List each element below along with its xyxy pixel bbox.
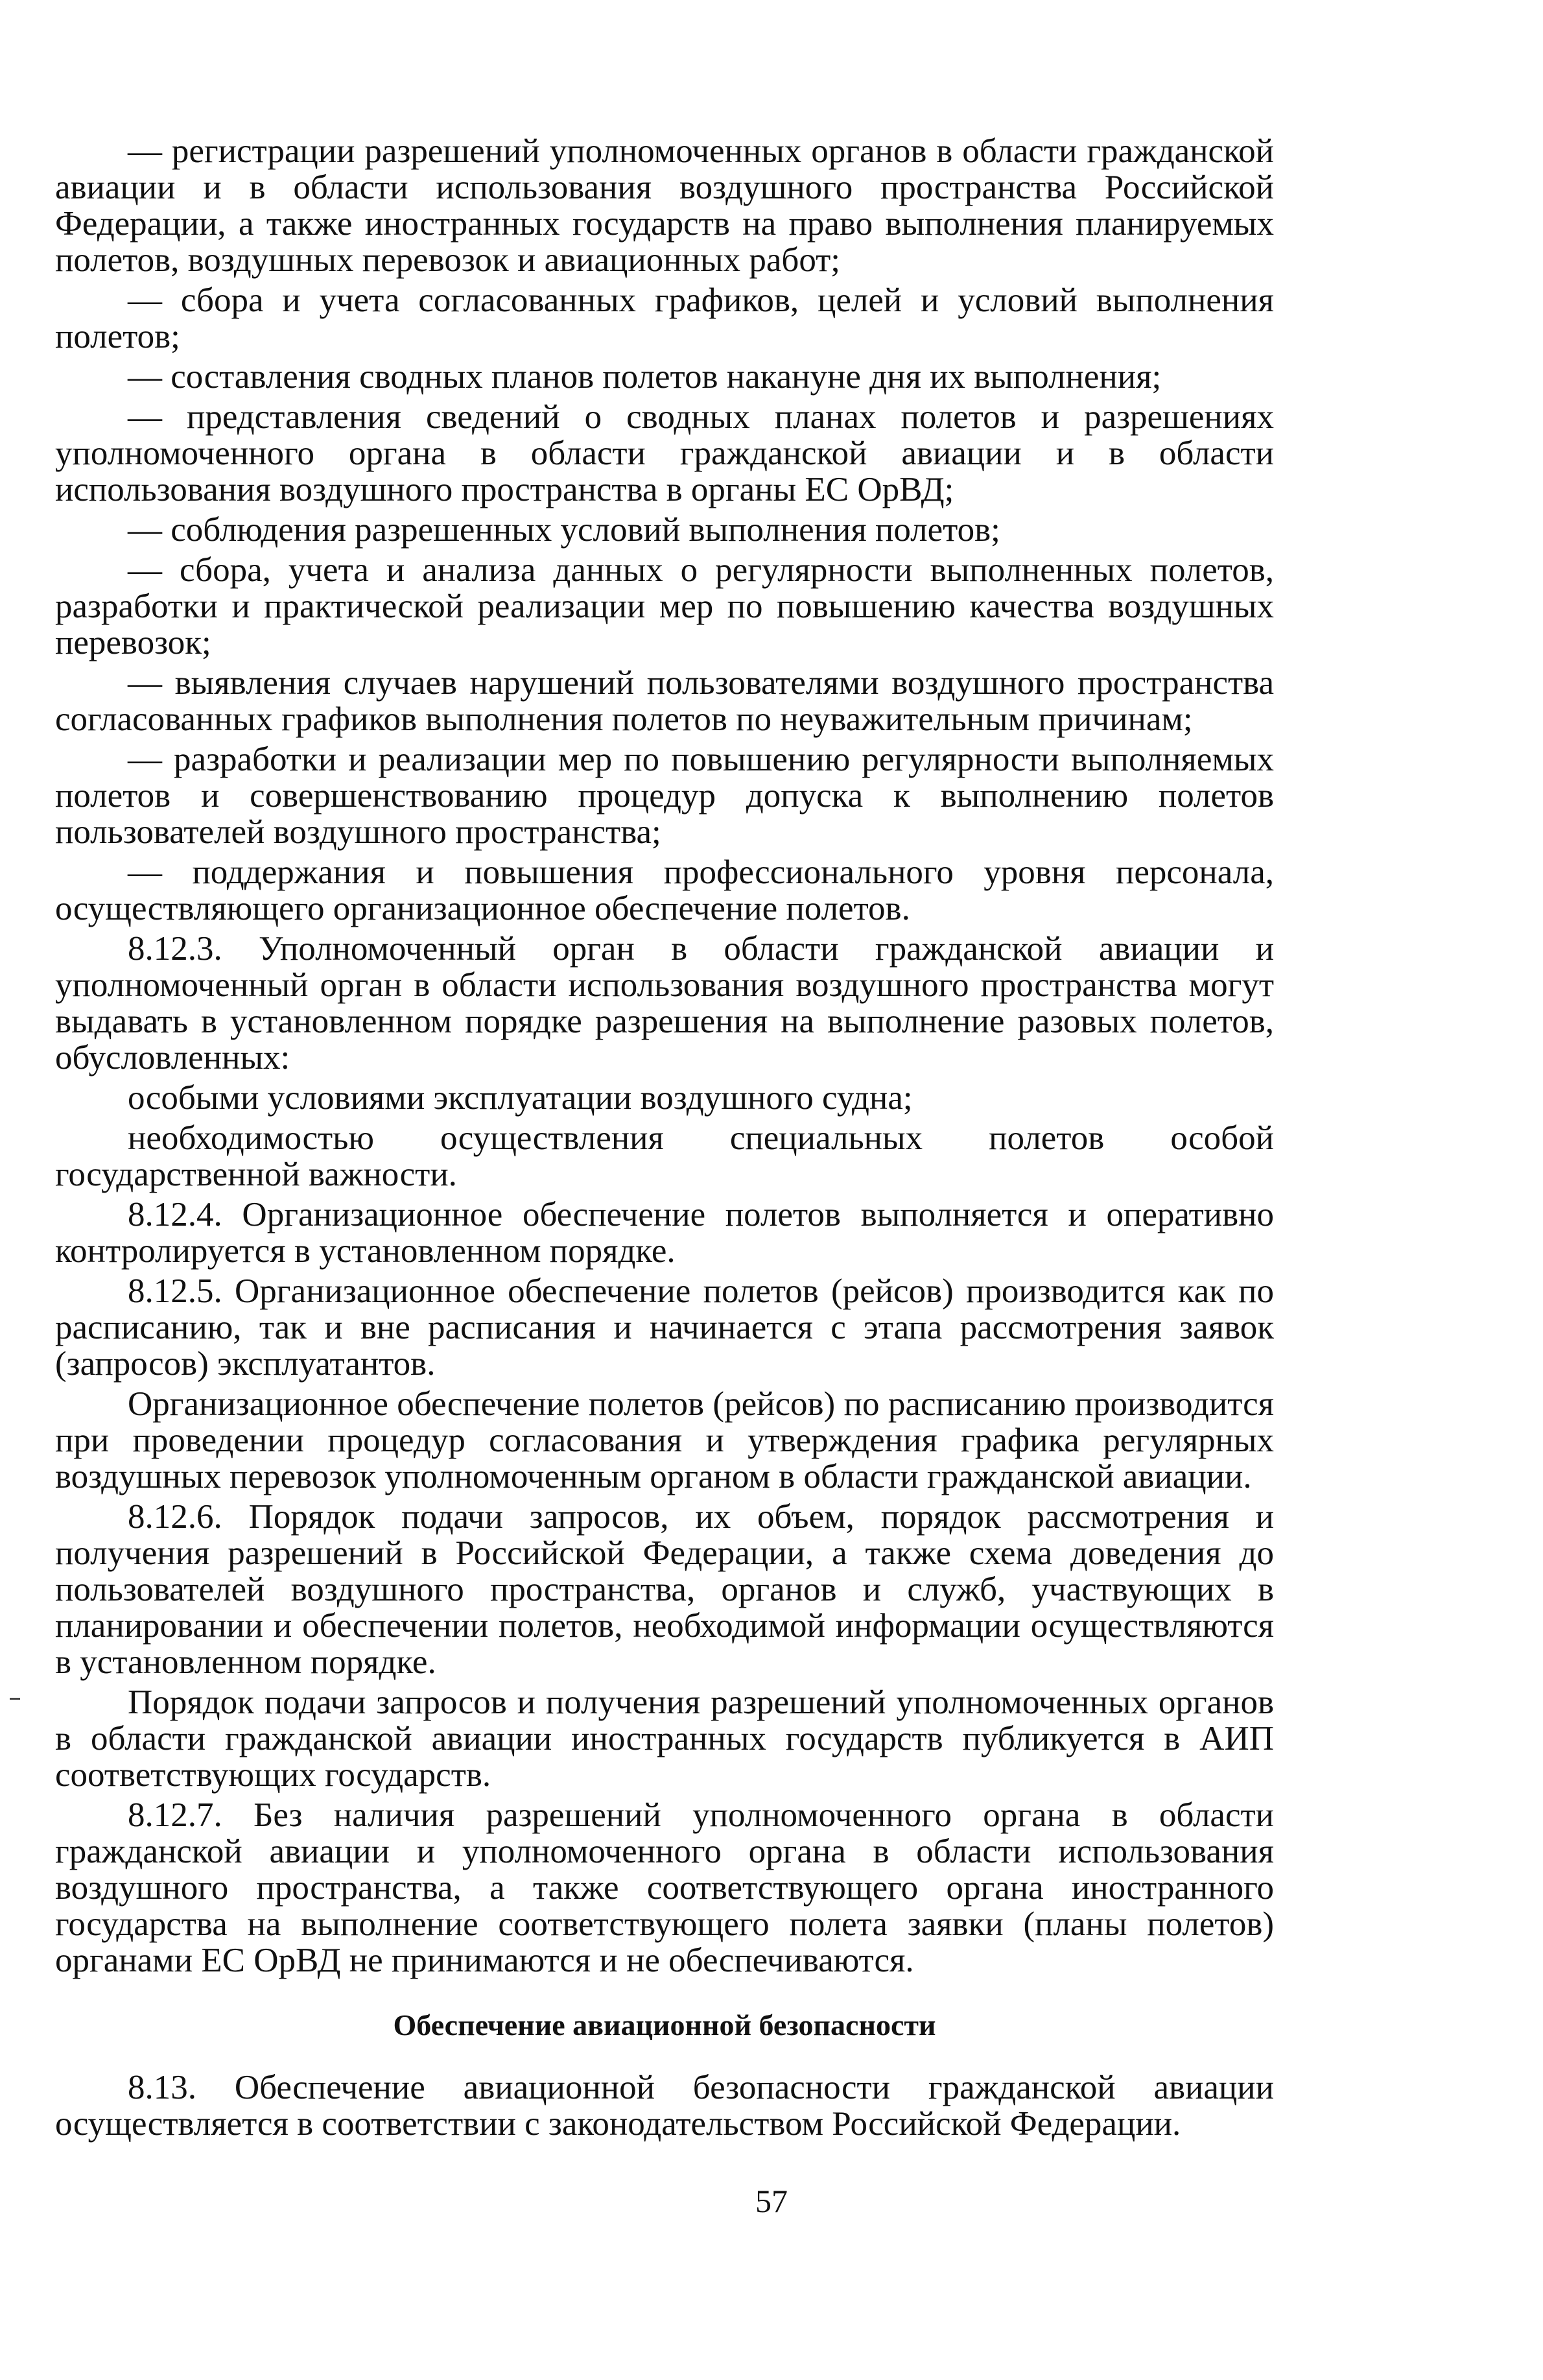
paragraph: необходимостью осуществления специальных полетов особой государственной важности. (55, 1119, 1274, 1193)
paragraph: 8.12.6. Порядок подачи запросов, их объем, порядок рассмотрения и получения разрешений в Российской Федерации, а также схема доведения до пользователей воздушного пространства, органов и служб, участвующих в планировании и обеспечении полетов, необходимой информации осуществляются в установленном порядке. (55, 1498, 1274, 1681)
paragraph: — регистрации разрешений уполномоченных органов в области гражданской авиации и в области использования воздушного пространства Российской Федерации, а также иностранных государств на право выполнения планируемых полетов, воздушных перевозок и авиационных работ; (55, 132, 1274, 279)
paragraph: 8.12.4. Организационное обеспечение полетов выполняется и оперативно контролируется в установленном порядке. (55, 1196, 1274, 1270)
paragraph: — поддержания и повышения профессионального уровня персонала, осуществляющего организационное обеспечение полетов. (55, 853, 1274, 927)
paragraph: Организационное обеспечение полетов (рейсов) по расписанию производится при проведении процедур согласования и утверждения графика регулярных воздушных перевозок уполномоченным органом в области гражданской авиации. (55, 1385, 1274, 1495)
page-number: 57 (755, 2183, 788, 2219)
paragraph: 8.12.7. Без наличия разрешений уполномоченного органа в области гражданской авиации и уполномоченного органа в области использования воздушного пространства, а также соответствующего органа иностранного государства на выполнение соответствующего полета заявки (планы полетов) органами ЕС ОрВД не принимаются и не обеспечиваются. (55, 1796, 1274, 1979)
document-page (55, 133, 1274, 2146)
paragraph: — составления сводных планов полетов накануне дня их выполнения; (128, 358, 1162, 396)
paragraph: — сбора, учета и анализа данных о регулярности выполненных полетов, разработки и практической реализации мер по повышению качества воздушных перевозок; (55, 551, 1274, 661)
paragraph: — представления сведений о сводных планах полетов и разрешениях уполномоченного органа в области гражданской авиации и в области использования воздушного пространства в органы ЕС ОрВД; (55, 398, 1274, 508)
section-heading: Обеспечение авиационной безопасности (393, 2008, 936, 2041)
paragraph: 8.12.3. Уполномоченный орган в области гражданской авиации и уполномоченный орган в области использования воздушного пространства могут выдавать в установленном порядке разрешения на выполнение разовых полетов, обусловленных: (55, 930, 1274, 1077)
paragraph: — сбора и учета согласованных графиков, целей и условий выполнения полетов; (55, 281, 1274, 355)
margin-mark (10, 1698, 20, 1700)
paragraph: 8.12.5. Организационное обеспечение полетов (рейсов) производится как по расписанию, так и вне расписания и начинается с этапа рассмотрения заявок (запросов) эксплуатантов. (55, 1272, 1274, 1383)
paragraph: — выявления случаев нарушений пользователями воздушного пространства согласованных графиков выполнения полетов по неуважительным причинам; (55, 664, 1274, 738)
paragraph: — разработки и реализации мер по повышению регулярности выполняемых полетов и совершенствованию процедур допуска к выполнению полетов пользователей воздушного пространства; (55, 741, 1274, 851)
paragraph: 8.13. Обеспечение авиационной безопасности гражданской авиации осуществляется в соответствии с законодательством Российской Федерации. (55, 2069, 1274, 2143)
paragraph: — соблюдения разрешенных условий выполнения полетов; (128, 511, 1000, 549)
paragraph: Порядок подачи запросов и получения разрешений уполномоченных органов в области гражданской авиации иностранных государств публикуется в АИП соответствующих государств. (55, 1684, 1274, 1794)
paragraph: особыми условиями эксплуатации воздушного судна; (128, 1079, 913, 1117)
